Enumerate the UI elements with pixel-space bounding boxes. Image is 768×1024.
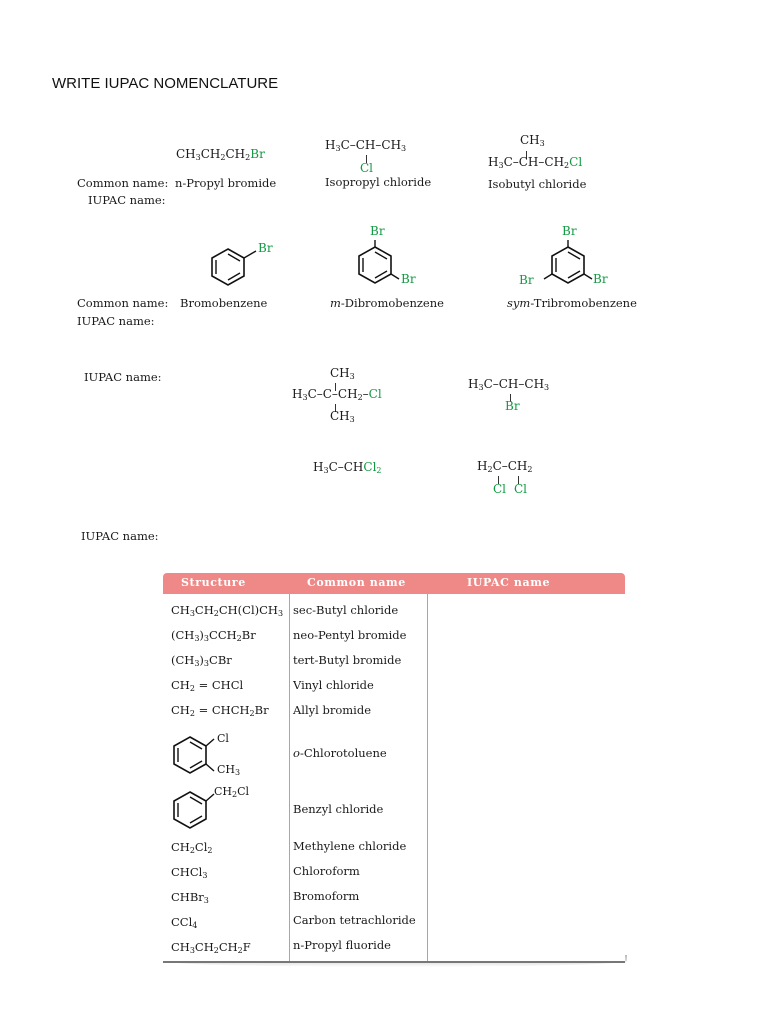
substituent-cl: Cl	[514, 482, 528, 496]
substituent-br: Br	[593, 272, 608, 286]
formula-isopropyl-bromide: $H_3C-CH-CH_3$	[468, 377, 550, 392]
benzene-ring-bromobenzene	[210, 247, 250, 287]
substituent-br: Br	[505, 399, 520, 413]
table-row-structure: CHBr$_3$	[171, 890, 209, 905]
formula-isobutyl-chloride: $H_3C-CH-CH_2Cl$	[488, 155, 583, 170]
substituent-br: Br	[562, 224, 577, 238]
substituent-br: Br	[519, 273, 534, 287]
formula-neopentyl-chloride: $H_3C-C-CH_2-Cl$	[292, 387, 382, 402]
table-row-structure: $(CH_3)_3CBr$	[171, 653, 232, 668]
common-name-label: Common name:	[77, 176, 169, 190]
substituent-cl: Cl	[360, 161, 374, 175]
common-name-label: Common name:	[77, 296, 169, 310]
benzene-ring-chlorotoluene	[172, 735, 212, 775]
table-row-common-name: neo-Pentyl bromide	[293, 628, 407, 642]
table-bottom-rule	[163, 961, 625, 963]
substituent-ch3: $CH_3$	[520, 133, 545, 148]
table-row-structure: $CH_2$ = $CHCH_2Br$	[171, 703, 269, 718]
table-row-structure: $CH_3CH_2CH_2F$	[171, 940, 251, 955]
table-row-common-name: n-Propyl fluoride	[293, 938, 391, 952]
iupac-name-label: IUPAC name:	[77, 314, 155, 328]
table-row-structure: $CH_2Cl_2$	[171, 840, 213, 855]
header-iupac-name: IUPAC name	[467, 576, 551, 589]
table-row-structure: $CH_2$ = CHCl	[171, 678, 244, 693]
table-row-structure: $(CH_3)_3CCH_2Br$	[171, 628, 256, 643]
substituent-br: Br	[258, 241, 273, 255]
column-divider	[427, 594, 428, 963]
page-title: WRITE IUPAC NOMENCLATURE	[52, 75, 279, 92]
table-row-common-name: tert-Butyl bromide	[293, 653, 402, 667]
table-row-common-name: Bromoform	[293, 889, 360, 903]
ring-substituent-ch2cl: $CH_2Cl$	[214, 785, 250, 799]
table-row-common-name: Vinyl chloride	[293, 678, 374, 692]
table-row-common-name: Benzyl chloride	[293, 802, 384, 816]
table-row-common-name: o-Chlorotoluene	[293, 746, 387, 760]
formula-isopropyl-chloride: $H_3C-CH-CH_3$	[325, 138, 407, 153]
benzene-ring-tribromobenzene	[550, 240, 590, 284]
substituent-ch3: $CH_3$	[330, 409, 355, 424]
column-divider	[289, 594, 290, 963]
table-row-common-name: sec-Butyl chloride	[293, 603, 399, 617]
common-name-bromobenzene: Bromobenzene	[180, 296, 268, 310]
common-name-propyl: n-Propyl bromide	[175, 176, 277, 190]
table-row-structure: $CH_3CH_2CH(Cl)CH_3$	[171, 603, 284, 618]
table-row-common-name: Chloroform	[293, 864, 360, 878]
common-name-dibromobenzene: m-Dibromobenzene	[330, 296, 444, 310]
formula-ethylene-dichloride: $H_2C-CH_2$	[477, 459, 533, 474]
nomenclature-table	[163, 573, 625, 963]
table-row-common-name: Allyl bromide	[293, 703, 372, 717]
substituent-cl: Cl	[493, 482, 507, 496]
formula-ethylidene-chloride: $H_3C-CHCl_2$	[313, 460, 382, 475]
common-name-isobutyl: Isobutyl chloride	[488, 177, 587, 191]
substituent-br: Br	[370, 224, 385, 238]
table-row-structure: CHCl$_3$	[171, 865, 208, 880]
iupac-name-label: IUPAC name:	[81, 529, 159, 543]
ring-substituent-cl: Cl	[217, 732, 229, 745]
header-common-name: Common name	[307, 576, 406, 589]
iupac-name-label: IUPAC name:	[88, 193, 166, 207]
header-structure: Structure	[181, 576, 246, 589]
formula-propyl-bromide: $CH_3CH_2CH_2Br$	[176, 147, 265, 162]
benzene-ring-benzyl-chloride	[172, 790, 212, 830]
table-header	[163, 573, 625, 594]
substituent-ch3: $CH_3$	[330, 366, 355, 381]
table-row-common-name: Carbon tetrachloride	[293, 913, 416, 927]
table-row-structure: CCl$_4$	[171, 915, 198, 930]
common-name-isopropyl: Isopropyl chloride	[325, 175, 432, 189]
iupac-name-label: IUPAC name:	[84, 370, 162, 384]
common-name-tribromobenzene: sym-Tribromobenzene	[507, 296, 637, 310]
table-row-common-name: Methylene chloride	[293, 839, 407, 853]
benzene-ring-dibromobenzene	[357, 240, 397, 284]
ring-substituent-ch3: $CH_3$	[217, 763, 241, 777]
substituent-br: Br	[401, 272, 416, 286]
